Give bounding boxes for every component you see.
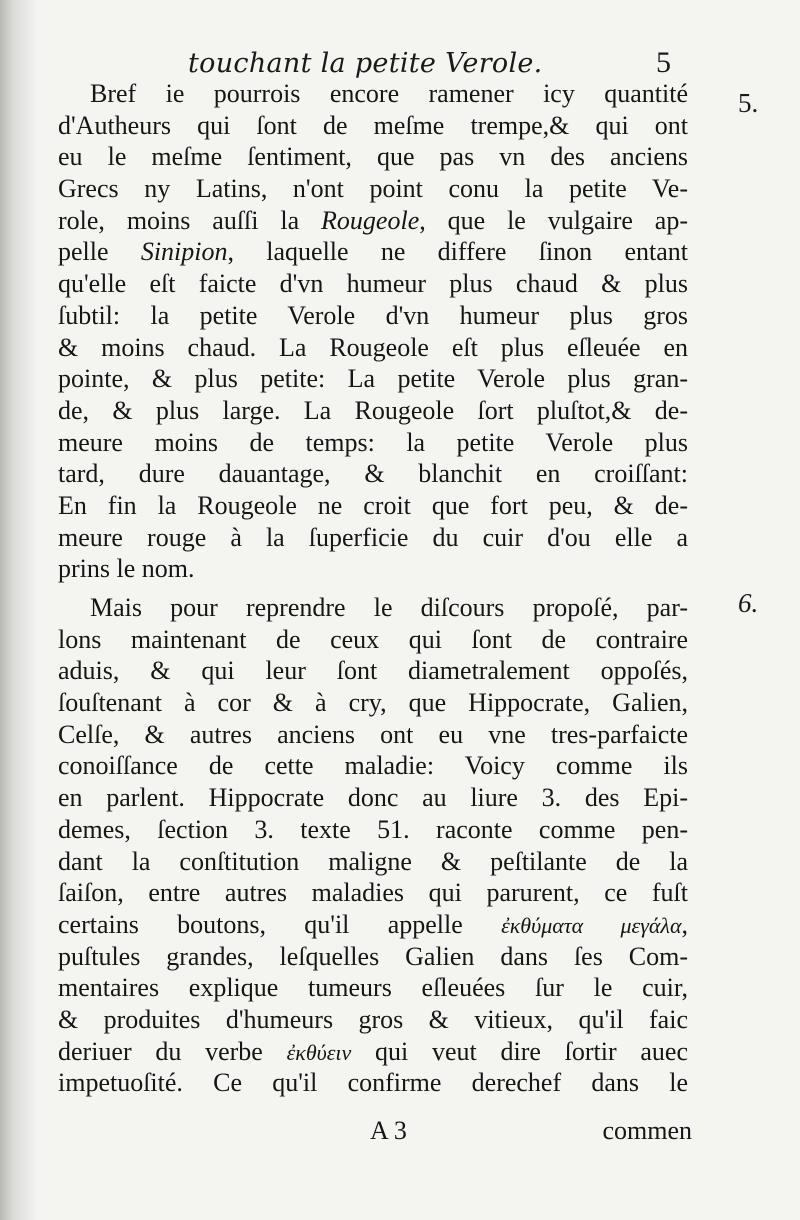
text-line: d'Autheurs qui ſont de meſme trempe,& qui ont [58,110,688,140]
running-title: touchant la petite Verole. [188,48,543,79]
text-line: meure rouge à la ſuperficie du cuir d'ou elle a [58,522,688,552]
text-line: demes, ſection 3. texte 51. raconte comme pen- [58,814,688,844]
text-line: mentaires explique tumeurs eſleuées ſur le cuir, [58,973,688,1003]
text-line: aduis, & qui leur ſont diametralement oppoſés, [58,656,688,686]
margin-note-6: 6. [738,588,759,618]
text-line: conoiſſance de cette maladie: Voicy comme ils [58,751,688,781]
text-line: Grecs ny Latins, n'ont point conu la petite Ve- [58,174,688,204]
text-line: pelle Sinipion, laquelle ne differe ſinon entant [58,237,688,267]
text-line: Mais pour reprendre le diſcours propoſé, par- [90,593,688,622]
page-number: 5 [656,46,671,79]
greek-term-ekthyein: ἐκθύειν [286,1039,352,1065]
body-text [58,78,688,1099]
text-line: role, moins auſſi la Rougeole, que le vulgaire ap- [58,205,688,235]
text-line: ſubtil: la petite Verole d'vn humeur plus gros [58,300,688,330]
text-line: & produites d'humeurs gros & vitieux, qu'il faic [58,1004,688,1034]
text-line: certains boutons, qu'il appelle ἐκθύματα μεγάλα, [58,909,688,939]
text-line: & moins chaud. La Rougeole eſt plus eſleuée en [58,332,688,362]
text-line: en parlent. Hippocrate donc au liure 3. des Epi- [58,783,688,813]
text-line: impetuoſité. Ce qu'il confirme derechef dans le [58,1068,688,1098]
text-line: ſouſtenant à cor & à cry, que Hippocrate, Galien, [58,688,688,718]
text-line: ſaiſon, entre autres maladies qui parurent, ce fuſt [58,878,688,908]
text-line: En fin la Rougeole ne croit que fort peu, & de- [58,490,688,520]
signature-mark: A 3 [370,1116,407,1145]
footer-row [370,1116,692,1150]
text-line: Bref ie pourrois encore ramener icy quantité [90,79,688,108]
text-line: de, & plus large. La Rougeole ſort pluſtot,& de- [58,395,688,425]
greek-term-ekthymata: ἐκθύματα μεγάλα [501,912,682,938]
text-line: qu'elle eſt faicte d'vn humeur plus chaud & plus [58,269,688,299]
text-line: prins le nom. [58,554,195,584]
text-line: Celſe, & autres anciens ont eu vne tres-parfaicte [58,719,688,749]
text-line: dant la conſtitution maligne & peſtilante de la [58,846,688,876]
text-line: deriuer du verbe ἐκθύειν qui veut dire ſortir auec [58,1036,688,1066]
term-rougeole: Rougeole [321,205,420,235]
text-line: tard, dure dauantage, & blanchit en croiſſant: [58,459,688,489]
spine-shadow [0,0,38,1220]
text-line: lons maintenant de ceux qui ſont de contraire [58,624,688,654]
text-line: meure moins de temps: la petite Verole plus [58,427,688,457]
catchword: commen [602,1116,692,1145]
term-sinipion: Sinipion [140,237,228,267]
text-line: pointe, & plus petite: La petite Verole plus gran- [58,364,688,394]
text-line: eu le meſme ſentiment, que pas vn des anciens [58,142,688,172]
margin-note-5: 5. [738,88,759,118]
text-line: puſtules grandes, leſquelles Galien dans ſes Com- [58,941,688,971]
